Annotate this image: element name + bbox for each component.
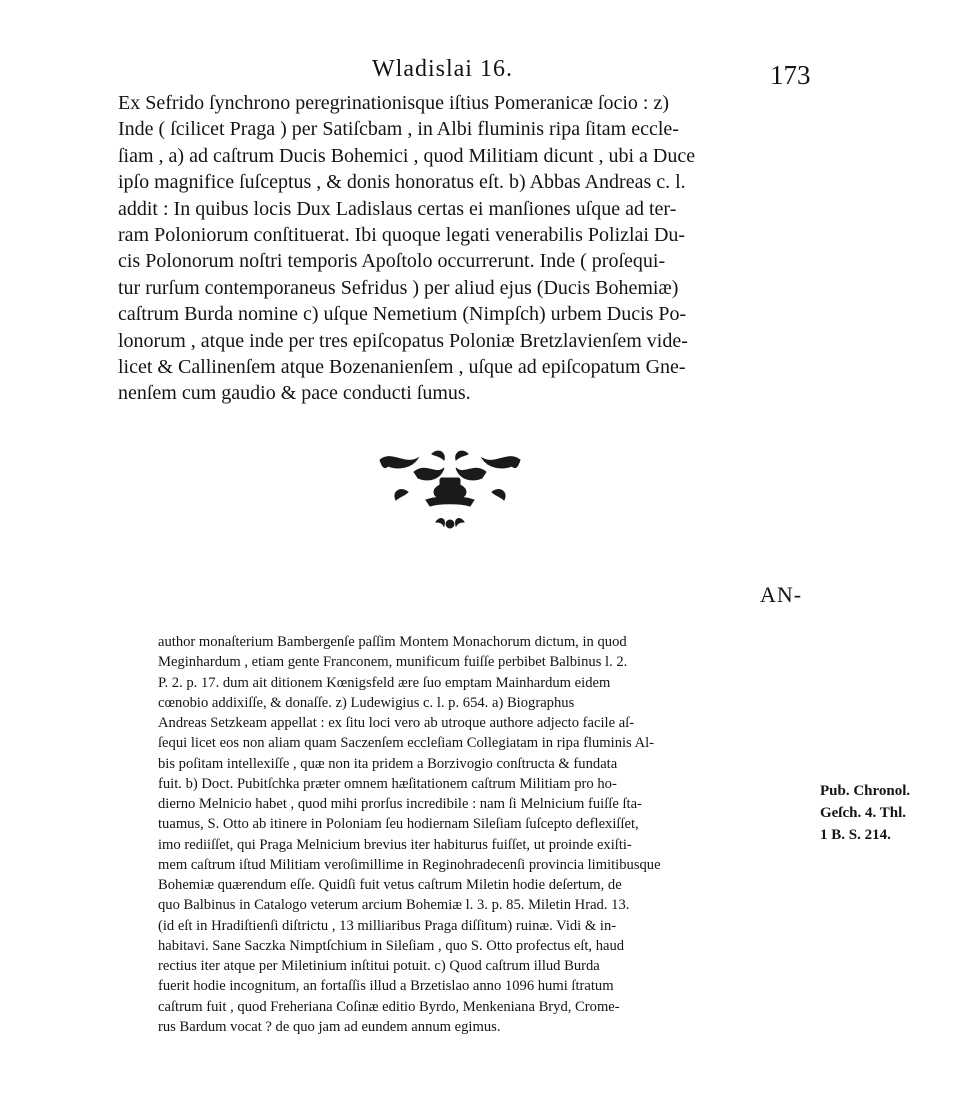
footnote-line: tuamus, S. Otto ab itinere in Poloniam ſeu hodiernam Sileſiam ſuſcepto deflexiſſet, [158, 816, 639, 833]
main-text-line: nenſem cum gaudio & pace conducti ſumus. [118, 382, 471, 405]
footnote-line: (id eſt in Hradiſtienſi diſtrictu , 13 milliaribus Praga diſſitum) ruinæ. Vidi & in- [158, 917, 617, 934]
footnote-line: cœnobio addixiſſe, & donaſſe. z) Ludewigius c. l. p. 654. a) Biographus [158, 694, 575, 711]
main-text-line: lonorum , atque inde per tres epiſcopatus Poloniæ Bretzlavienſem vide- [118, 329, 688, 352]
footnote-line: Meginhardum , etiam gente Franconem, munificum fuiſſe perbibet Balbinus l. 2. [158, 654, 628, 671]
main-text-line: ſiam , a) ad caſtrum Ducis Bohemici , quod Militiam dicunt , ubi a Duce [118, 144, 696, 167]
margin-note-line: Pub. Chronol. [820, 783, 911, 799]
margin-note-line: 1 B. S. 214. [820, 827, 891, 843]
page-number: 173 [770, 60, 811, 90]
footnote-line: P. 2. p. 17. dum ait ditionem Kœnigsfeld ære ſuo emptam Mainhardum eidem [158, 674, 611, 691]
footnote-line: mem caſtrum iſtud Militiam veroſimillime in Reginohradecenſi provincia limitibusque [158, 856, 661, 873]
footnote-line: fuerit hodie incognitum, an fortaſſis illud a Brzetislao anno 1096 humi ſtratum [158, 978, 614, 995]
footnote-line: caſtrum fuit , quod Freheriana Coſinæ editio Byrdo, Menkeniana Bryd, Crome- [158, 998, 620, 1015]
main-text-line: ipſo magnifice ſuſceptus , & donis honoratus eſt. b) Abbas Andreas c. l. [118, 171, 686, 194]
margin-note-line: Geſch. 4. Thl. [820, 805, 906, 821]
footnote-line: rectius iter atque per Miletinium inſtitui potuit. c) Quod caſtrum illud Burda [158, 958, 600, 974]
main-text-line: ram Poloniorum conſtituerat. Ibi quoque legati venerabilis Polizlai Du- [118, 223, 686, 246]
margin-note [820, 780, 940, 846]
floral-vignette-icon [374, 448, 526, 542]
main-text-line: caſtrum Burda nomine c) uſque Nemetium (Nimpſch) urbem Ducis Po- [118, 303, 687, 326]
footnote-line: Bohemiæ quærendum eſſe. Quidſi fuit vetus caſtrum Miletin hodie deſertum, de [158, 877, 622, 893]
footnote-line: quo Balbinus in Catalogo veterum arcium Bohemiæ l. 3. p. 85. Miletin Hrad. 13. [158, 897, 630, 914]
main-text-line: cis Polonorum noſtri temporis Apoſtolo occurrerunt. Inde ( proſequi- [118, 250, 666, 273]
footnote-line: rus Bardum vocat ? de quo jam ad eundem annum egimus. [158, 1018, 501, 1035]
footnote-line: dierno Melnicio habet , quod mihi prorſus incredibile : nam ſi Melnicium fuiſſe ſta- [158, 796, 642, 812]
running-head [0, 56, 960, 90]
main-text [118, 90, 818, 407]
footnote-line: bis poſitam intellexiſſe , quæ non ita pridem a Borzivogio conſtructa & fundata [158, 755, 618, 772]
footnote-line: ſequi licet eos non aliam quam Saczenſem eccleſiam Collegiatam in ripa fluminis Al- [158, 735, 655, 752]
footnotes [158, 632, 818, 1037]
footnote-line: Andreas Setzkeam appellat : ex ſitu loci vero ab utroque authore adjecto facile aſ- [158, 715, 635, 731]
catchword: AN- [760, 582, 803, 607]
footnote-line: author monaſterium Bambergenſe paſſim Montem Monachorum dictum, in quod [158, 634, 627, 650]
footnote-line: habitavi. Sane Saczka Nimptſchium in Sileſiam , quo S. Otto profectus eſt, haud [158, 937, 625, 954]
main-text-line: licet & Callinenſem atque Bozenanienſem , uſque ad epiſcopatum Gne- [118, 355, 686, 378]
main-text-line: Inde ( ſcilicet Praga ) per Satiſcbam , in Albi fluminis ripa ſitam eccle- [118, 118, 679, 141]
footnote-line: fuit. b) Doct. Pubitſchka præter omnem hæſitationem caſtrum Militiam pro ho- [158, 775, 617, 792]
running-title: Wladislai 16. [372, 56, 513, 82]
main-text-line: tur rurſum contemporaneus Sefridus ) per aliud ejus (Ducis Bohemiæ) [118, 276, 679, 299]
main-text-line: Ex Sefrido ſynchrono peregrinationisque iſtius Pomeranicæ ſocio : z) [118, 92, 669, 114]
main-text-line: addit : In quibus locis Dux Ladislaus certas ei manſiones uſque ad ter- [118, 197, 677, 220]
footnote-line: imo rediiſſet, qui Praga Melnicium brevius iter habiturus fuiſſet, ut proinde exiſti- [158, 836, 632, 853]
